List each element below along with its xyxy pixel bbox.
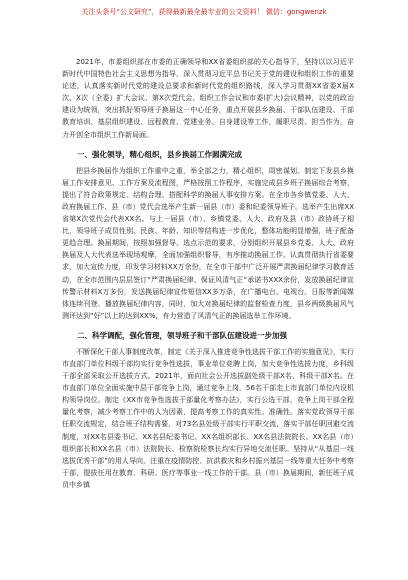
paragraph-section-2: 不断深化干部人事制度改革，制定《关于深入推进竞争性选拔干部工作的实施意见》，实行市直部门单位科级干部均实行竞争性选拔，事业单位竞聘上岗，加大竞争性选拔力度，乡科级干部全部采取公开选拔方式。2021年，面向社会公开选拔副处级干部X名、科级干部X名。在市直部门单位全面实施中层干部竞争上岗，通过竞争上岗，56名干部走上市直部门单位内设机构领导岗位。制定《XX市竞争性选拔干部量化考察办法》，实行公选干部，竞争上岗干部全程量化考察，减少考察工作中的人为因素，提高考察工作的真实性。准确性。落实党政领导干部任职交流规定，结合班子结构需要，对73名县处级干部实行平职交流，落实干部任职回避交流制度，对XX名县委书记、XX名县纪委书记、XX名组织部长、XX名县法院院长、XX名县（市）组织部长和XX名县（市）法院院长、检察院检察长均实行异地交流任职。坚持从“从基层一线选拔优秀干部”的用人导向，注重在疫情防控、抗洪救灾和乡村振兴基层一线等重大任务中考察干部，提拔任用在教育、科研、医疗等事业一线工作的干部。县（市）换届期间，新任班子成员中乡镇 xyxy=(62,347,354,489)
paragraph-section-1: 把县乡换届作为组织工作重中之重，举全部之力，精心组织，周密谋划。制定下发县乡换届工作安排意见、工作方案及流程图，严格按照工作程序，实施完成县乡班子换届综合考察，提出了符合政策规定、结构合理、搭配科学的换届人事安排方案。在全市各乡镇党委、人大、政府换届工作、县（市）党代会选举产生新一届县（市）委和纪委领导班子。选举产生出席XX省第X次党代会代表XX名。与上一届县（市）、乡镇党委、人大、政府及县（市）政协班子相比，领导班子成员性别、民族、年龄、知识等结构进一步优化，整体功能明显增强，班子配备更趋合理。换届期间，按照加强督导、选点示范的要求，分别组织开展县乡党委、人大、政府换届及人大代表选举现场观摩，全面加强组织督导，有序推动换届工作。认真贯彻执行省委要求，加大宣传力度，印发学习材料XX万余份，在全市干部中广泛开展严肃换届纪律学习教育活动，在全市范围内层层签订“严肃换届纪律、保证风清气正”承诺书XXX余份，发放换届纪律宣传警示材料X万多份，发送换届纪律宣传短信XX多万条，在广播电台、电视台、日报等新闻媒体连续刊登、播放换届纪律内容，同时，加大对换届纪律的监督检查力度，县乡两级换届风气测评达到“好”以上的达到XX%，有力营造了风清气正的换届选举工作环境。 xyxy=(62,166,354,320)
paragraph-intro: 2021年，市委组织部在市委的正确领导和XX省委组织部的关心指导下，坚持以以习近平新时代中国特色社会主义思想为指导，深入贯彻习近平总书记关于党的建设和组织工作的重要论述，认真落实新时代党的建设总要求和新时代党的组织路线，深入学习贯彻XX省委X届X次、X次（全委）扩大会议、第X次党代会、组织工作会议和市委(扩大)会议精神，以党的政治建设为统领，突出抓好领导班子换届这一中心任务，重点开展县乡换届、干部队伍建设、干部教育培训、基层组织建设、远程教育、党建业务、自身建设等工作，履职尽责、担当作为，奋力开创全市组织工作新局面。 xyxy=(62,58,354,139)
header-banner: 关注头条号“公文研究”，获得最新最全最专业的公文资料！ 微信：gongwenzk xyxy=(81,8,327,16)
section-heading-2: 二、科学调配，强化管理，领导班子和干部队伍建设进一步加强 xyxy=(77,330,287,340)
document-body xyxy=(62,56,354,491)
section-heading-1: 一、强化领导，精心组织，县乡换届工作圆满完成 xyxy=(77,149,242,159)
